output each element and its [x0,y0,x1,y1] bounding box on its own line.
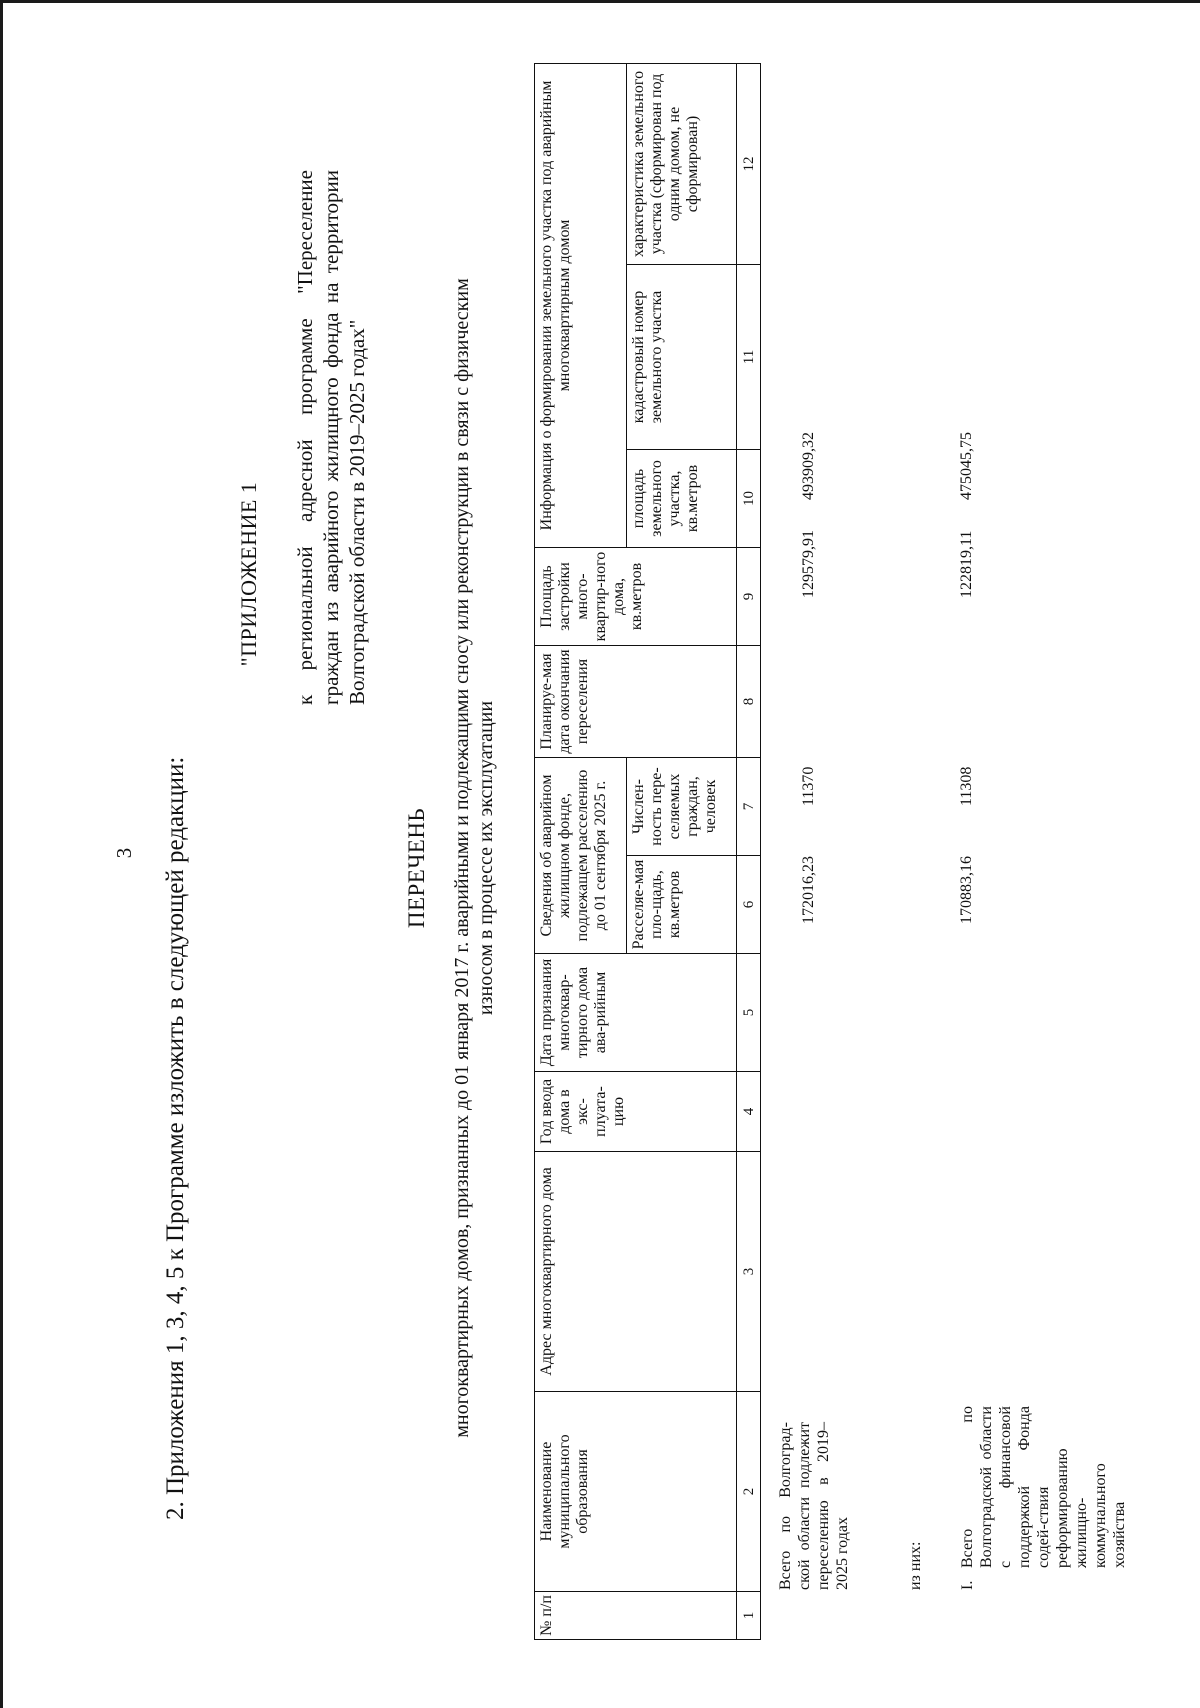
list-subtitle: многоквартирных домов, признанных до 01 января 2017 г. аварийными и подлежащими сносу или реконструкции в связи с физическим износом в процессе их эксплуатации [451,278,497,1438]
column-number: 5 [737,954,761,1072]
column-number: 2 [737,1392,761,1592]
column-number: 11 [737,265,761,450]
section-resettled-people: 11308 [958,766,975,806]
page-number: 3 [112,847,136,859]
column-number: 4 [737,1072,761,1152]
header-land-plot-info: Информация о формировании земельного участка под аварийным многоквартирным домом [535,63,627,547]
header-land-characteristic: характеристика земельного участка (сформирован под одним домом, не сформирован) [627,63,737,264]
column-number: 3 [737,1152,761,1392]
section-label: Всего по Волгоградской области с финансовой поддержкой Фонда содей-ствия реформированию жилищно-коммунального хозяйства [959,1406,1128,1568]
total-resettled-people: 11370 [800,766,817,806]
total-building-area: 129579,91 [800,530,817,598]
total-resettled-area: 172016,23 [800,856,817,924]
list-title: ПЕРЕЧЕНЬ [404,807,429,929]
header-planned-end-date: Планируе-мая дата окончания переселения [535,646,737,758]
column-number: 9 [737,548,761,646]
column-number: 1 [737,1592,761,1640]
subtotal-intro: из них: [907,1541,924,1590]
column-number: 12 [737,63,761,264]
amendment-instruction: 2. Приложения 1, 3, 4, 5 к Программе изложить в следующей редакции: [162,756,189,1520]
header-building-area: Площадь застройки много-квартир-ного дома, кв.метров [535,548,737,646]
header-address: Адрес многоквартирного дома [535,1152,737,1392]
total-row-label: Всего по Волгоград-ской области подлежит переселению в 2019–2025 годах [777,1422,851,1590]
header-emergency-fund: Сведения об аварийном жилищном фонде, подлежащем расселению до 01 сентября 2025 г. [535,758,627,954]
header-resettled-people: Числен-ность пере-селяемых граждан, человек [627,758,737,856]
header-resettled-area: Расселяе-мая пло-щадь, кв.метров [627,856,737,954]
total-land-area: 493909,32 [800,432,817,500]
section-number: I. [959,1580,976,1590]
column-number: 7 [737,758,761,856]
appendix-title: "ПРИЛОЖЕНИЕ 1 [236,481,261,667]
column-number: 6 [737,856,761,954]
houses-table [534,63,761,1640]
header-commission-year: Год ввода дома в экс-плуата-цию [535,1072,737,1152]
section-building-area: 122819,11 [958,530,975,598]
header-emergency-date: Дата признания многоквар-тирного дома ава-рийным [535,954,737,1072]
header-municipality: Наименование муниципального образования [535,1392,737,1592]
section-resettled-area: 170883,16 [958,856,975,924]
section-land-area: 475045,75 [958,432,975,500]
column-number: 8 [737,646,761,758]
header-row-number: № п/п [535,1592,737,1640]
column-number: 10 [737,450,761,548]
header-land-area: площадь земельного участка, кв.метров [627,450,737,548]
header-cadastral-number: кадастровый номер земельного участка [627,265,737,450]
appendix-subtitle: к региональной адресной программе "Переселение граждан из аварийного жилищного фонда на территории Волгоградской области в 2019–2025 годах" [293,170,369,705]
